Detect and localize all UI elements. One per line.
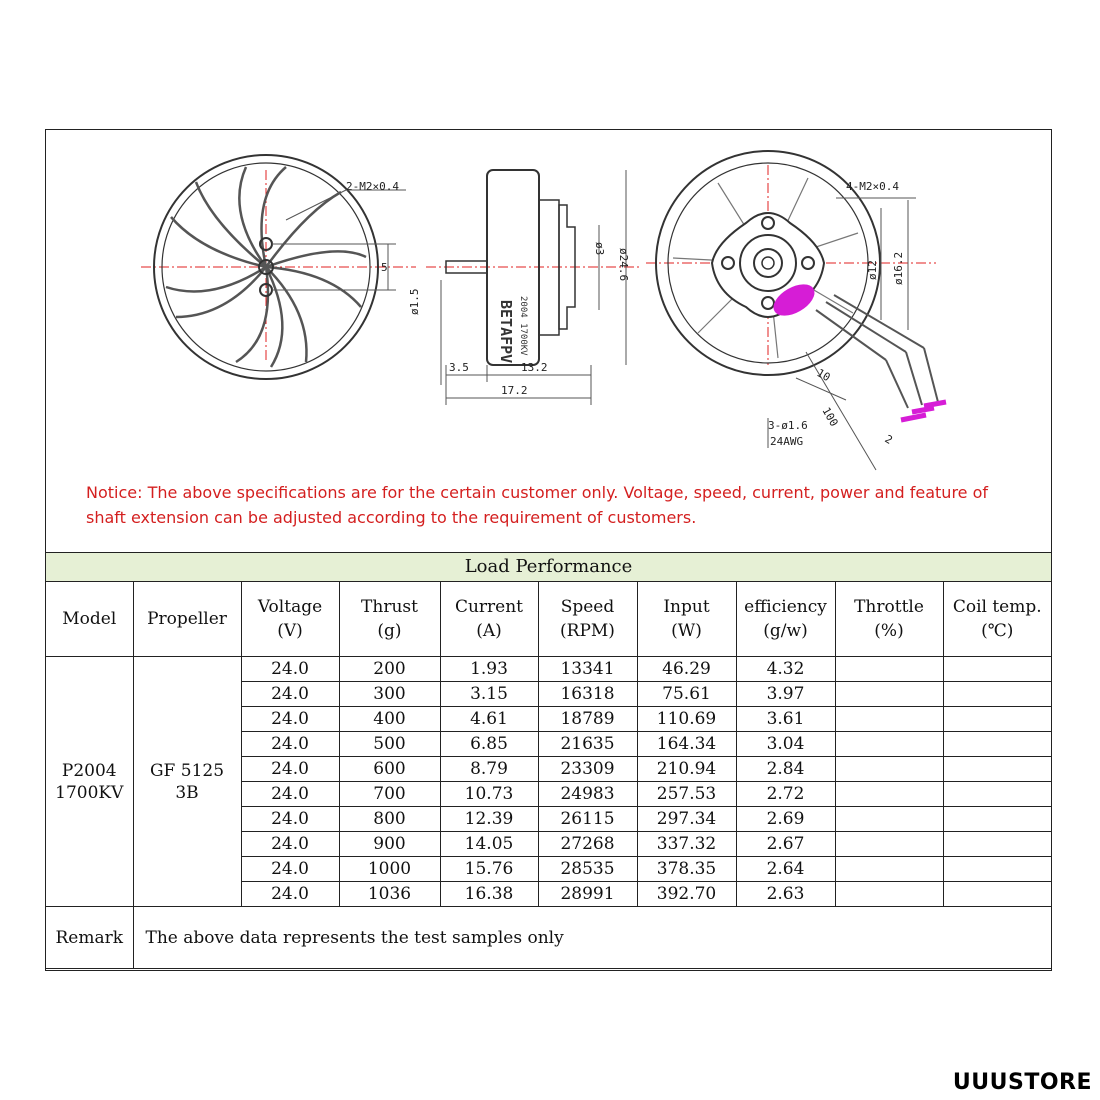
table-cell	[943, 682, 1051, 707]
table-cell: 4.61	[440, 707, 538, 732]
column-header-name: Model	[62, 609, 117, 629]
column-header-unit: (W)	[671, 621, 702, 641]
table-cell	[943, 832, 1051, 857]
table-cell: 3.04	[736, 732, 835, 757]
motor-brand-label: BETAFPV	[497, 300, 515, 364]
table-cell: 24.0	[241, 832, 339, 857]
thread-label-right: 4-M2×0.4	[846, 180, 899, 193]
table-cell	[943, 657, 1051, 682]
column-header-name: Thrust	[361, 597, 418, 617]
table-cell: 3.61	[736, 707, 835, 732]
column-header-unit: (g)	[377, 621, 402, 641]
remark-text: The above data represents the test samples only	[133, 907, 1051, 969]
column-header-unit: (A)	[476, 621, 502, 641]
table-cell: 10.73	[440, 782, 538, 807]
table-cell: 24.0	[241, 682, 339, 707]
motor-drawing	[46, 130, 1053, 552]
column-header-unit: (℃)	[981, 621, 1014, 641]
remark-row	[46, 907, 1051, 969]
table-cell	[943, 757, 1051, 782]
column-header	[835, 582, 943, 657]
column-header	[339, 582, 440, 657]
thread-label-left: 2-M2×0.4	[346, 180, 399, 193]
table-cell	[835, 732, 943, 757]
table-cell: 400	[339, 707, 440, 732]
column-header	[736, 582, 835, 657]
table-cell	[835, 807, 943, 832]
spec-sheet	[45, 129, 1052, 971]
table-cell	[835, 682, 943, 707]
table-cell	[943, 782, 1051, 807]
dim-5: 5	[381, 261, 388, 274]
column-header-name: Input	[663, 597, 710, 617]
model-cell	[46, 657, 133, 907]
table-cell: 75.61	[637, 682, 736, 707]
table-cell: 8.79	[440, 757, 538, 782]
column-header	[46, 582, 133, 657]
column-header	[943, 582, 1051, 657]
store-brand: UUUSTORE	[952, 1070, 1092, 1095]
table-row	[46, 657, 1051, 682]
column-header	[133, 582, 241, 657]
dim-d12: ø12	[866, 260, 879, 280]
dim-d3: ø3	[593, 242, 606, 256]
table-cell: 3.97	[736, 682, 835, 707]
table-cell: 200	[339, 657, 440, 682]
table-cell: 24.0	[241, 732, 339, 757]
table-cell: 600	[339, 757, 440, 782]
table-cell: 16318	[538, 682, 637, 707]
propeller-line: 3B	[175, 782, 199, 803]
awg-label: 24AWG	[770, 435, 804, 448]
dim-shaft-diameter: ø1.5	[408, 288, 421, 315]
column-header-name: efficiency	[744, 597, 827, 617]
column-header-unit: (V)	[277, 621, 303, 641]
table-cell: 500	[339, 732, 440, 757]
column-header-name: Coil temp.	[952, 597, 1042, 617]
load-performance-table	[46, 582, 1051, 969]
table-cell: 164.34	[637, 732, 736, 757]
table-cell: 210.94	[637, 757, 736, 782]
column-header-name: Current	[454, 597, 524, 617]
table-cell: 12.39	[440, 807, 538, 832]
table-cell: 700	[339, 782, 440, 807]
table-cell	[835, 857, 943, 882]
table-cell: 24.0	[241, 857, 339, 882]
motor-model-label: 2004 1700KV	[518, 296, 528, 356]
column-header-unit: (RPM)	[560, 621, 615, 641]
table-cell: 900	[339, 832, 440, 857]
table-cell: 300	[339, 682, 440, 707]
table-cell: 6.85	[440, 732, 538, 757]
table-cell: 24.0	[241, 782, 339, 807]
table-cell: 257.53	[637, 782, 736, 807]
propeller-cell	[133, 657, 241, 907]
dim-d162: ø16.2	[892, 251, 905, 285]
model-line: 1700KV	[55, 782, 124, 803]
column-header	[440, 582, 538, 657]
table-cell: 337.32	[637, 832, 736, 857]
table-cell: 2.72	[736, 782, 835, 807]
table-cell: 46.29	[637, 657, 736, 682]
table-cell: 27268	[538, 832, 637, 857]
table-cell: 3.15	[440, 682, 538, 707]
table-header-row	[46, 582, 1051, 657]
column-header-unit: (g/w)	[763, 621, 808, 641]
notice-text: Notice: The above specifications are for the certain customer only. Voltage, speed, current, power and feature of shaft extension can be adjusted according to the requirement of customers.	[86, 483, 989, 527]
table-cell: 1.93	[440, 657, 538, 682]
column-header-name: Propeller	[147, 609, 227, 629]
table-cell: 800	[339, 807, 440, 832]
table-cell: 24.0	[241, 757, 339, 782]
column-header	[241, 582, 339, 657]
motor-technical-drawing	[46, 130, 1053, 480]
table-cell: 4.32	[736, 657, 835, 682]
table-cell: 1000	[339, 857, 440, 882]
table-cell: 2.64	[736, 857, 835, 882]
table-cell: 14.05	[440, 832, 538, 857]
table-cell	[943, 857, 1051, 882]
table-cell: 110.69	[637, 707, 736, 732]
column-header-unit: (%)	[874, 621, 904, 641]
table-cell: 2.69	[736, 807, 835, 832]
table-cell: 15.76	[440, 857, 538, 882]
table-cell: 2.84	[736, 757, 835, 782]
table-cell	[835, 882, 943, 907]
table-cell	[943, 732, 1051, 757]
table-cell: 24.0	[241, 882, 339, 907]
table-cell: 23309	[538, 757, 637, 782]
table-cell: 21635	[538, 732, 637, 757]
table-cell: 297.34	[637, 807, 736, 832]
table-cell: 16.38	[440, 882, 538, 907]
table-cell: 1036	[339, 882, 440, 907]
table-cell	[943, 882, 1051, 907]
column-header-name: Throttle	[854, 597, 924, 617]
table-cell: 18789	[538, 707, 637, 732]
table-cell: 28535	[538, 857, 637, 882]
table-cell: 2.67	[736, 832, 835, 857]
table-cell	[835, 832, 943, 857]
dim-172: 17.2	[501, 384, 528, 397]
table-cell: 28991	[538, 882, 637, 907]
table-cell: 24.0	[241, 707, 339, 732]
table-cell: 392.70	[637, 882, 736, 907]
table-cell: 378.35	[637, 857, 736, 882]
dim-132: 13.2	[521, 361, 548, 374]
column-header-name: Speed	[560, 597, 615, 617]
propeller-line: GF 5125	[149, 760, 225, 781]
table-cell: 24.0	[241, 807, 339, 832]
table-cell: 26115	[538, 807, 637, 832]
wire-spec-label: 3-ø1.6	[768, 419, 808, 432]
dim-100: 100	[819, 405, 841, 429]
dim-10: 10	[814, 366, 833, 385]
dim-d246: ø24.6	[617, 248, 630, 282]
table-cell	[835, 707, 943, 732]
table-cell: 24983	[538, 782, 637, 807]
dim-35: 3.5	[449, 361, 469, 374]
column-header	[538, 582, 637, 657]
table-cell: 13341	[538, 657, 637, 682]
column-header	[637, 582, 736, 657]
model-line: P2004	[61, 760, 117, 781]
load-performance-title: Load Performance	[46, 552, 1051, 582]
column-header-name: Voltage	[257, 597, 323, 617]
table-cell	[835, 782, 943, 807]
table-cell	[943, 807, 1051, 832]
table-cell	[835, 757, 943, 782]
table-cell	[943, 707, 1051, 732]
table-cell	[835, 657, 943, 682]
remark-label: Remark	[46, 907, 133, 969]
dim-2: 2	[882, 432, 895, 447]
table-cell: 24.0	[241, 657, 339, 682]
table-cell: 2.63	[736, 882, 835, 907]
